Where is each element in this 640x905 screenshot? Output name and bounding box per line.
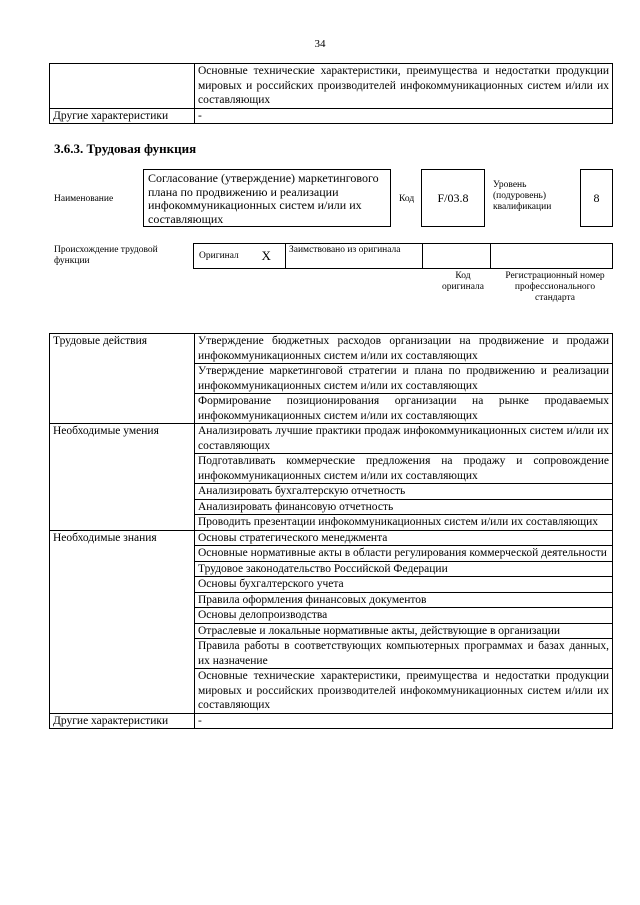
other-characteristics-value: - — [195, 108, 613, 124]
origin-table — [193, 243, 613, 269]
table-row — [50, 530, 613, 546]
table-cell: Основы бухгалтерского учета — [195, 577, 613, 593]
code-caption: Код оригинала — [442, 271, 484, 292]
other-characteristics-label: Другие характеристики — [50, 108, 195, 124]
level-value: 8 — [593, 190, 600, 205]
table-cell: Основные технические характеристики, преимущества и недостатки продукции мировых и российских производителей инфокоммуникационных систем и/или их составляющих — [195, 64, 613, 109]
original-code-cell — [423, 244, 491, 269]
table-cell: Правила оформления финансовых документов — [195, 592, 613, 608]
table-cell: Утверждение бюджетных расходов организации на продвижение и продажи инфокоммуникационных систем и/или их составляющих — [195, 334, 613, 364]
table-cell: Анализировать бухгалтерскую отчетность — [195, 484, 613, 500]
group-label: Трудовые действия — [50, 334, 195, 424]
table-row — [50, 424, 613, 454]
original-label: Оригинал — [194, 244, 242, 269]
level-label: Уровень (подуровень) квалификации — [493, 180, 552, 212]
table-cell: Правила работы в соответствующих компьютерных программах и базах данных, их назначение — [195, 639, 613, 669]
table-cell: Формирование позиционирования организации на рынке продаваемых инфокоммуникационных систем и/или их составляющих — [195, 394, 613, 424]
table-row — [194, 244, 613, 269]
empty-label-cell — [50, 64, 195, 109]
table-row — [50, 108, 613, 124]
borrowed-label: Заимствовано из оригинала — [286, 244, 423, 269]
reg-number-cell — [491, 244, 613, 269]
other-characteristics-value: - — [195, 713, 613, 729]
table-cell: Анализировать финансовую отчетность — [195, 499, 613, 515]
group-label: Необходимые знания — [50, 530, 195, 713]
original-mark: X — [242, 244, 286, 269]
table-cell: Анализировать лучшие практики продаж инфокоммуникационных систем и/или их составляющих — [195, 424, 613, 454]
table-cell: Основные нормативные акты в области регулирования коммерческой деятельности — [195, 546, 613, 562]
table-cell: Утверждение маркетинговой стратегии и плана по продвижению и реализации инфокоммуникационных систем и/или их составляющих — [195, 364, 613, 394]
main-table — [49, 333, 613, 729]
table-row — [50, 334, 613, 364]
table-cell: Основные технические характеристики, преимущества и недостатки продукции мировых и российских производителей инфокоммуникационных систем и/или их составляющих — [195, 669, 613, 714]
page-number: 34 — [314, 38, 326, 50]
table-row — [50, 713, 613, 729]
table-cell: Подготавливать коммерческие предложения на продажу и сопровождение инфокоммуникационных систем и/или их составляющих — [195, 454, 613, 484]
table-cell: Основы делопроизводства — [195, 608, 613, 624]
other-characteristics-label: Другие характеристики — [50, 713, 195, 729]
table-cell: Основы стратегического менеджмента — [195, 530, 613, 546]
table-cell: Отраслевые и локальные нормативные акты, действующие в организации — [195, 623, 613, 639]
table-cell: Трудовое законодательство Российской Федерации — [195, 561, 613, 577]
code-value: F/03.8 — [437, 190, 469, 205]
reg-caption: Регистрационный номер профессионального стандарта — [505, 271, 605, 303]
code-box — [421, 169, 485, 227]
group-label: Необходимые умения — [50, 424, 195, 531]
code-label: Код — [399, 194, 415, 204]
name-label: Наименование — [54, 194, 114, 204]
section-title: 3.6.3. Трудовая функция — [54, 141, 197, 156]
continued-table — [49, 63, 613, 124]
table-row — [50, 64, 613, 109]
table-cell: Проводить презентации инфокоммуникационных систем и/или их составляющих — [195, 515, 613, 531]
function-name-value: Согласование (утверждение) маркетингового плана по продвижению и реализации инфокоммуникационных систем и/или их составляющих — [148, 171, 379, 226]
function-name-box — [143, 169, 391, 227]
level-box — [580, 169, 613, 227]
origin-label: Происхождение трудовой функции — [54, 245, 158, 266]
